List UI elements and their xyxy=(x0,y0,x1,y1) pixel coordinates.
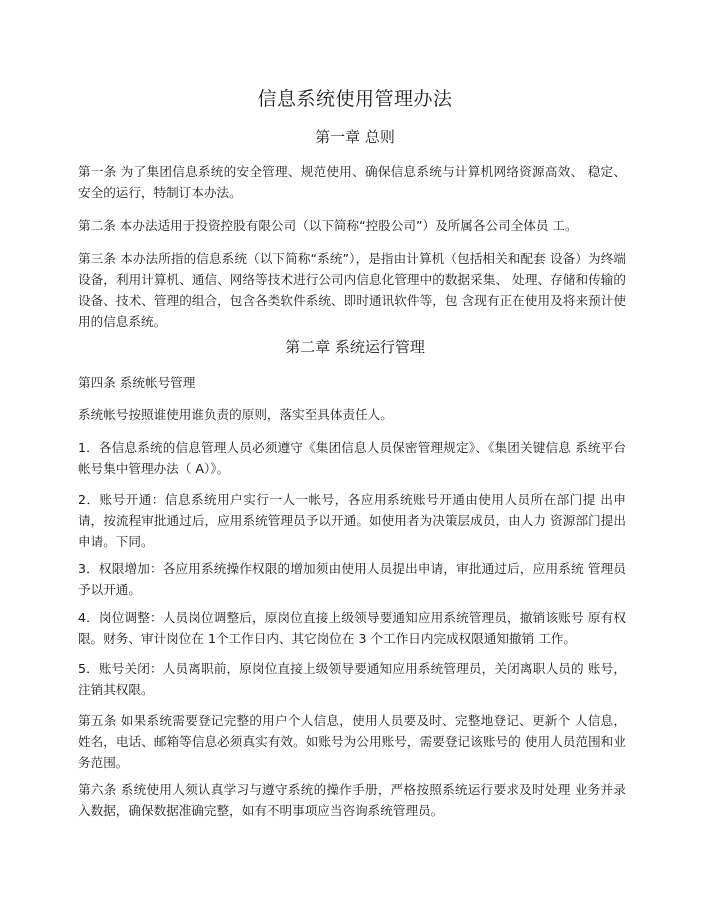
chapter-1-heading: 第一章 总则 xyxy=(315,128,395,146)
article-6: 第六条 系统使用人须认真学习与遵守系统的操作手册，严格按照系统运行要求及时处理 业务并录入数据，确保数据准确完整，如有不明事项应当咨询系统管理员。 xyxy=(78,782,626,818)
document-title: 信息系统使用管理办法 xyxy=(257,88,453,110)
rule-4-position-adjustment: 4．岗位调整：人员岗位调整后，原岗位直接上级领导要通知应用系统管理员，撤销该账号 原有权限。财务、审计岗位在 1个工作日内、其它岗位在 3 个工作日内完成权限通知撤销 工作。 xyxy=(78,610,626,646)
account-principle: 系统帐号按照谁使用谁负责的原则，落实至具体责任人。 xyxy=(78,407,393,422)
article-4-heading: 第四条 系统帐号管理 xyxy=(78,375,196,390)
article-1: 第一条 为了集团信息系统的安全管理、规范使用、确保信息系统与计算机网络资源高效、 稳定、安全的运行，特制订本办法。 xyxy=(78,164,626,200)
chapter-2-heading: 第二章 系统运行管理 xyxy=(285,338,425,356)
article-5: 第五条 如果系统需要登记完整的用户个人信息，使用人员要及时、完整地登记、更新个 人信息，姓名，电话、邮箱等信息必须真实有效。如账号为公用账号，需要登记该账号的 使用人员范围和业务范围。 xyxy=(78,713,626,770)
rule-5-account-closing: 5．账号关闭：人员离职前，原岗位直接上级领导要通知应用系统管理员，关闭离职人员的 账号，注销其权限。 xyxy=(78,661,626,697)
rule-2-account-opening: 2．账号开通：信息系统用户实行一人一帐号，各应用系统账号开通由使用人员所在部门提 出申请，按流程审批通过后，应用系统管理员予以开通。如使用者为决策层成员，由人力 资源部门提出申请。下同。 xyxy=(78,492,626,549)
rule-1: 1．各信息系统的信息管理人员必须遵守《集团信息人员保密管理规定》、《集团关键信息 系统平台帐号集中管理办法（ A）》。 xyxy=(78,440,626,476)
article-3: 第三条 本办法所指的信息系统（以下简称“系统”），是指由计算机（包括相关和配套 设备）为终端设备，利用计算机、通信、网络等技术进行公司内信息化管理中的数据采集、 处理、存储和传输的设备、技术、管理的组合，包含各类软件系统、即时通讯软件等，包 含现有正在使用及将来预计使用的信息系统。 xyxy=(78,251,626,329)
rule-3-permission-increase: 3．权限增加：各应用系统操作权限的增加须由使用人员提出申请，审批通过后，应用系统 管理员予以开通。 xyxy=(78,561,626,597)
article-2: 第二条 本办法适用于投资控股有限公司（以下简称“控股公司”）及所属各公司全体员 工。 xyxy=(78,218,578,233)
